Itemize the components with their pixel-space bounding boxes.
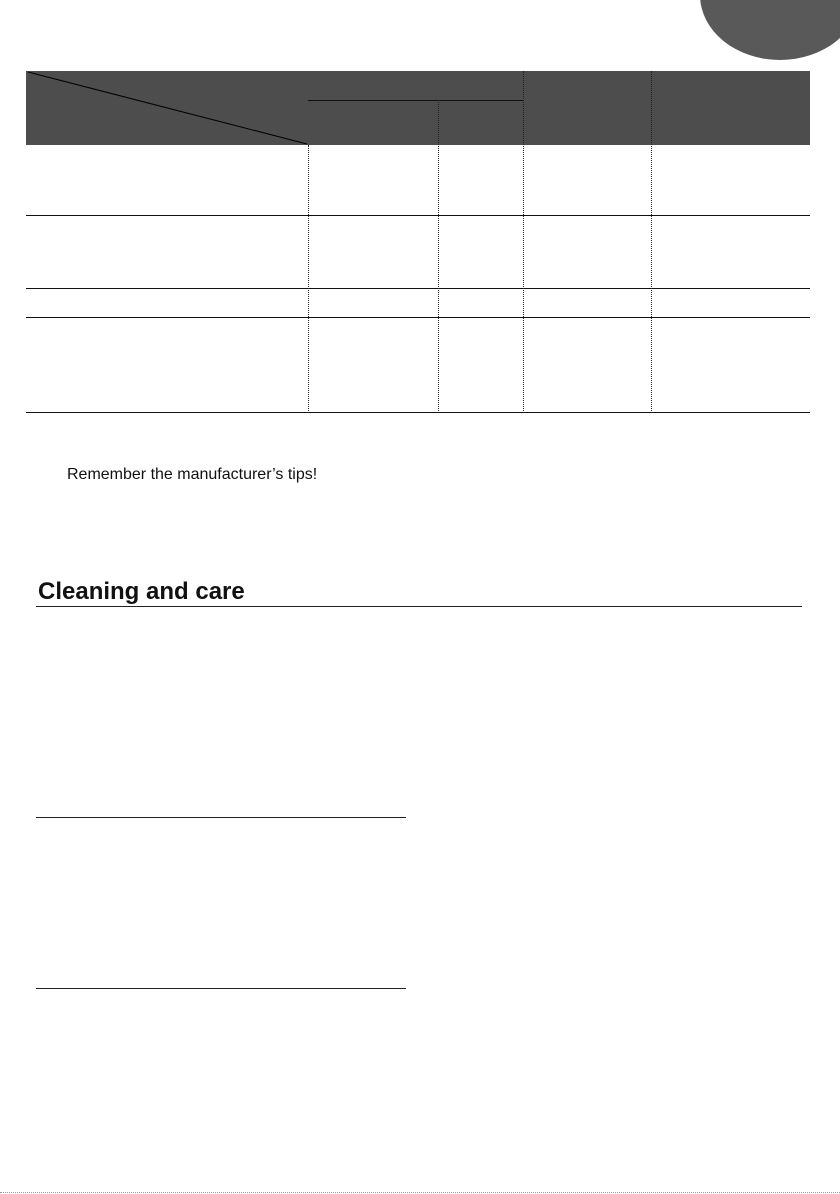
section-title: Cleaning and care (38, 578, 245, 605)
header-subdivider (308, 100, 523, 101)
row-divider (26, 317, 810, 318)
row-divider (26, 215, 810, 216)
header-diagonal (26, 71, 308, 145)
section-title-rule (36, 606, 802, 607)
table-bottom-border (26, 412, 810, 413)
column-divider (308, 145, 309, 413)
subsection-rule (36, 988, 406, 989)
row-divider (26, 288, 810, 289)
column-divider (523, 71, 524, 413)
manufacturer-tip: Remember the manufacturer’s tips! (67, 466, 318, 483)
subsection-rule (36, 817, 406, 818)
column-divider (438, 100, 439, 413)
chapter-tab (700, 0, 840, 60)
column-divider (651, 71, 652, 413)
page-bottom-border (0, 1192, 840, 1193)
settings-table (26, 71, 810, 413)
